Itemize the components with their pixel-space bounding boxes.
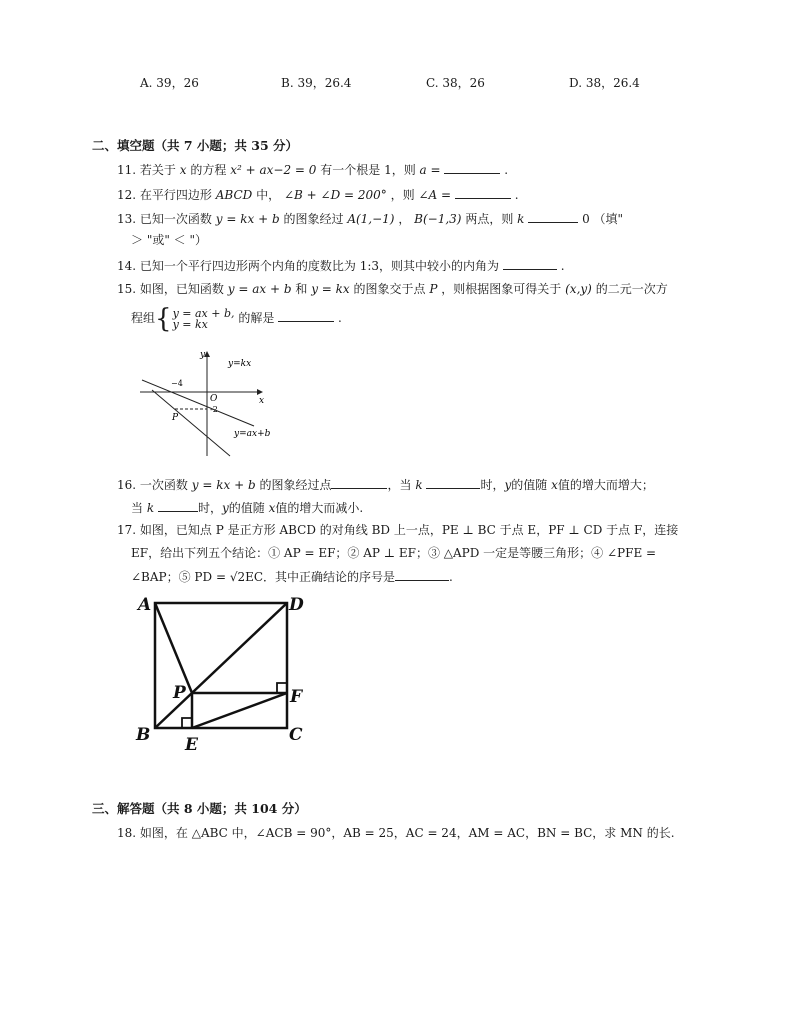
- segment-ef: [192, 693, 287, 728]
- section-fill-blank-title: 二、填空题（共 7 小题；共 35 分）: [92, 138, 299, 153]
- label-y-ax-b: y=ax+b: [234, 429, 271, 439]
- question-17: 17. 如图，已知点 P 是正方形 ABCD 的对角线 BD 上一点，PE ⊥ BC 于点 E，PF ⊥ CD 于点 F，连接: [117, 523, 679, 537]
- origin-label: O: [210, 394, 218, 404]
- question-16: 16. 一次函数 y = kx + b 的图象经过点 ，当 k 时，y的值随 x值的增大而增大；: [117, 478, 654, 492]
- answer-blank: [444, 161, 500, 174]
- answer-blank: [158, 499, 198, 512]
- answer-blank: [455, 186, 511, 199]
- line-y-kx: [142, 380, 254, 426]
- question-17-line3: ∠BAP；⑤ PD = √2EC．其中正确结论的序号是 .: [131, 570, 453, 584]
- question-17-line2: EF，给出下列五个结论：① AP = EF；② AP ⊥ EF；③ △APD 一定是等腰三角形；④ ∠PFE =: [131, 546, 657, 560]
- vertex-b: B: [136, 725, 151, 745]
- vertex-c: C: [289, 725, 303, 745]
- tick-label-neg4: −4: [171, 379, 183, 388]
- point-f: F: [290, 687, 303, 707]
- question-16-line2: 当 k 时，y的值随 x值的增大而减小.: [131, 501, 364, 515]
- y-axis-label: y: [200, 350, 206, 360]
- question-15-line2: 程组{y = ax + b, y = kx 的解是 .: [131, 303, 342, 334]
- option-c: C. 38，26: [426, 76, 485, 90]
- section-solve-title: 三、解答题（共 8 小题；共 104 分）: [92, 801, 307, 816]
- question-13-line2: ＞ "或" ＜ "）: [131, 233, 208, 247]
- option-a: A. 39，26: [140, 76, 199, 90]
- x-axis-label: x: [259, 396, 265, 406]
- point-p-label: P: [172, 413, 179, 423]
- answer-blank: [278, 309, 334, 322]
- question-18: 18. 如图，在 △ABC 中，∠ACB = 90°，AB = 25，AC = 24，AM = AC，BN = BC，求 MN 的长.: [117, 826, 675, 840]
- option-b: B. 39，26.4: [281, 76, 352, 90]
- segment-ap: [155, 603, 192, 693]
- right-angle-e: [182, 718, 192, 728]
- question-15: 15. 如图，已知函数 y = ax + b 和 y = kx 的图象交于点 P ，则根据图象可得关于 (x,y) 的二元一次方: [117, 282, 668, 296]
- answer-blank: [426, 476, 480, 489]
- label-y-kx: y=kx: [228, 359, 252, 369]
- right-angle-f: [277, 683, 287, 693]
- question-11: 11. 若关于 x 的方程 x² + ax−2 = 0 有一个根是 1，则 a = .: [117, 163, 509, 177]
- point-e: E: [185, 735, 198, 755]
- question-14: 14. 已知一个平行四边形两个内角的度数比为 1:3，则其中较小的内角为 .: [117, 259, 565, 273]
- answer-blank: [528, 210, 578, 223]
- answer-blank: [503, 257, 557, 270]
- vertex-a: A: [138, 595, 152, 615]
- tick-label-neg2: -2: [210, 405, 218, 414]
- answer-blank: [331, 476, 387, 489]
- point-p: P: [173, 683, 186, 703]
- question-12: 12. 在平行四边形 ABCD 中， ∠B + ∠D = 200° ，则 ∠A = .: [117, 188, 519, 202]
- vertex-d: D: [289, 595, 304, 615]
- answer-blank: [395, 568, 449, 581]
- square-diagram: [130, 590, 320, 756]
- function-graph: [138, 346, 288, 458]
- question-13: 13. 已知一次函数 y = kx + b 的图象经过 A(1,−1) ， B(−1,3) 两点，则 k 0 （填": [117, 212, 624, 226]
- diagonal-bd: [155, 603, 287, 728]
- option-d: D. 38，26.4: [569, 76, 640, 90]
